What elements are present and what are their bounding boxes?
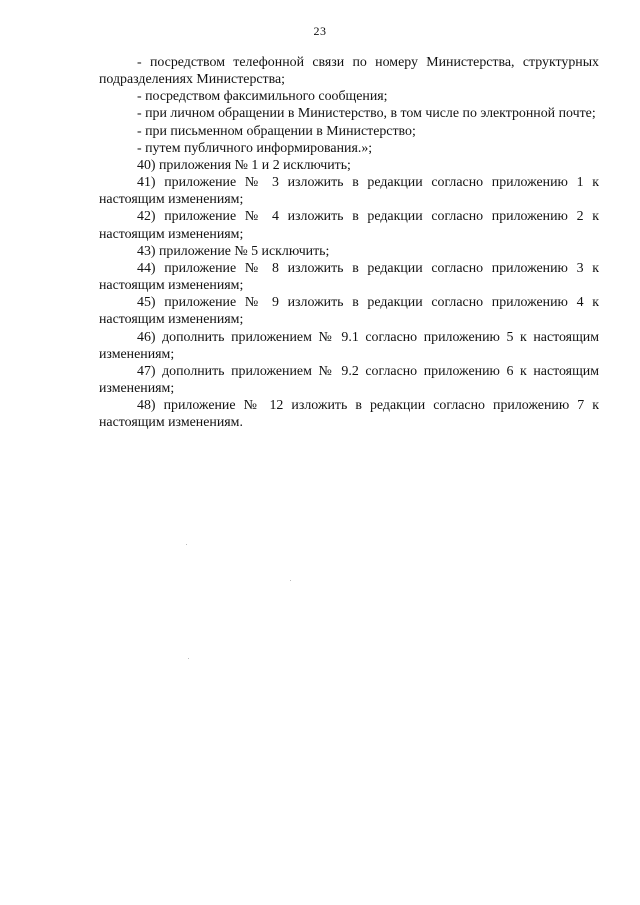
scan-speck: [188, 658, 189, 659]
paragraph-bullet-personal-visit: - при личном обращении в Министерство, в том числе по электронной почте;: [137, 106, 596, 122]
paragraph-item-42: 42) приложение № 4 изложить в редакции согласно приложению 2 к настоящим изменениям;: [99, 209, 599, 242]
paragraph-item-46: 46) дополнить приложением № 9.1 согласно приложению 5 к настоящим изменениям;: [99, 329, 599, 362]
scan-speck: [186, 544, 187, 545]
paragraph-bullet-fax: - посредством факсимильного сообщения;: [137, 89, 388, 105]
page-number: 23: [313, 24, 327, 38]
paragraph-bullet-written-request: - при письменном обращении в Министерство;: [137, 123, 416, 139]
paragraph-bullet-telephone: - посредством телефонной связи по номеру Министерства, структурных подразделениях Министерства;: [99, 55, 599, 88]
paragraph-item-41: 41) приложение № 3 изложить в редакции согласно приложению 1 к настоящим изменениям;: [99, 175, 599, 208]
paragraph-item-48: 48) приложение № 12 изложить в редакции согласно приложению 7 к настоящим изменениям.: [99, 398, 599, 431]
paragraph-item-43: 43) приложение № 5 исключить;: [137, 243, 330, 259]
paragraph-item-40: 40) приложения № 1 и 2 исключить;: [137, 157, 351, 173]
paragraph-item-44: 44) приложение № 8 изложить в редакции согласно приложению 3 к настоящим изменениям;: [99, 260, 599, 294]
scan-speck: [290, 580, 291, 581]
paragraph-item-47: 47) дополнить приложением № 9.2 согласно приложению 6 к настоящим изменениям;: [99, 363, 599, 396]
paragraph-bullet-public-information: - путем публичного информирования.»;: [137, 140, 373, 156]
document-body: [99, 54, 599, 431]
paragraph-item-45: 45) приложение № 9 изложить в редакции согласно приложению 4 к настоящим изменениям;: [99, 295, 599, 328]
